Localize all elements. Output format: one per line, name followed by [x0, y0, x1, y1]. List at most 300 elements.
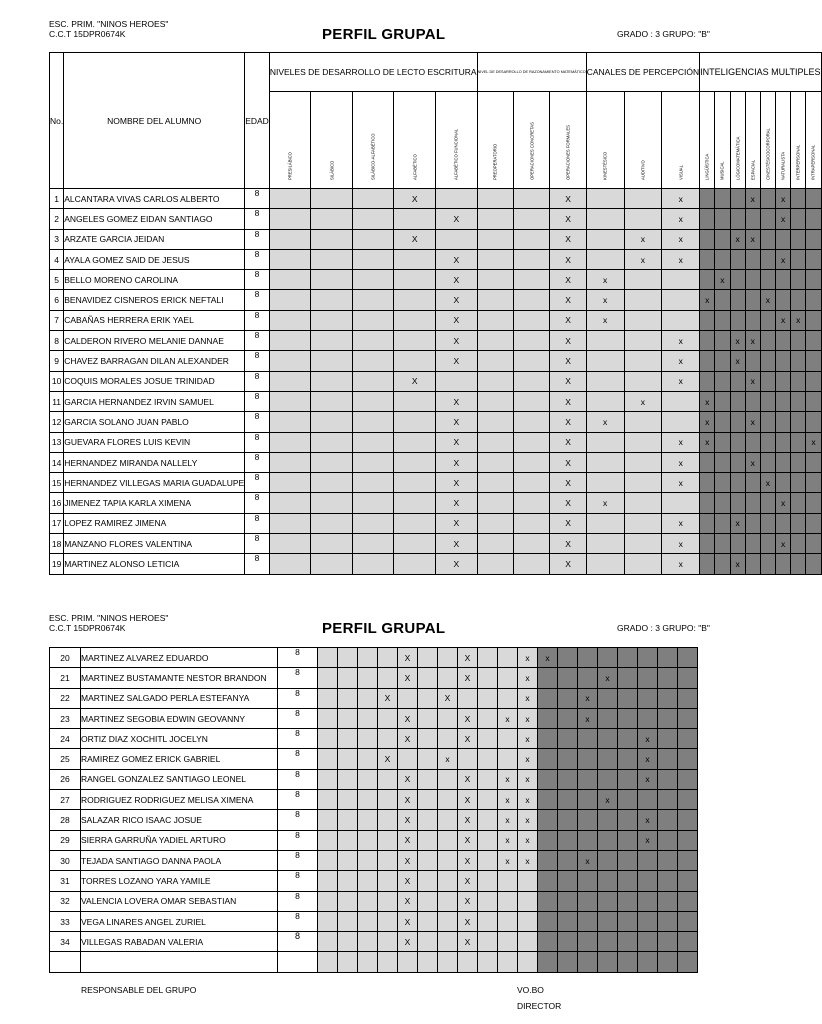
student-row — [50, 351, 822, 371]
mark-cell: x — [662, 189, 700, 209]
mark-cell — [311, 493, 353, 513]
mark-cell — [352, 473, 394, 493]
mark-cell — [658, 932, 678, 952]
student-age: 8 — [278, 911, 318, 931]
header-razonamiento-matematico: NIVEL DE DESARROLLO DE RAZONAMIENTO MATEMÁTICO — [477, 53, 586, 92]
mark-cell — [700, 473, 715, 493]
mark-cell — [513, 371, 549, 391]
mark-cell — [378, 668, 398, 688]
mark-cell — [478, 749, 498, 769]
mark-cell — [558, 891, 578, 911]
mark-cell — [498, 688, 518, 708]
mark-cell: x — [518, 729, 538, 749]
mark-cell — [598, 932, 618, 952]
mark-cell — [791, 432, 806, 452]
mark-cell — [418, 749, 438, 769]
mark-cell — [700, 229, 715, 249]
mark-cell — [513, 493, 549, 513]
mark-cell — [558, 830, 578, 850]
mark-cell — [760, 554, 775, 574]
mark-cell — [269, 554, 311, 574]
mark-cell — [658, 729, 678, 749]
mark-cell: x — [745, 452, 760, 472]
mark-cell — [558, 810, 578, 830]
subheader-label: ALFABÉTICO FUNCIONAL — [453, 128, 459, 180]
student-age: 8 — [278, 729, 318, 749]
student-name: MARTINEZ ALONSO LETICIA — [64, 554, 245, 574]
mark-cell — [598, 810, 618, 830]
mark-cell: X — [438, 688, 458, 708]
mark-cell — [730, 310, 745, 330]
mark-cell — [538, 729, 558, 749]
mark-cell — [662, 412, 700, 432]
mark-cell — [638, 932, 658, 952]
footer-responsable: RESPONSABLE DEL GRUPO — [81, 985, 197, 995]
mark-cell — [269, 473, 311, 493]
mark-cell — [730, 452, 745, 472]
student-name: ORTIZ DIAZ XOCHITL JOCELYN — [81, 729, 278, 749]
mark-cell — [618, 952, 638, 972]
mark-cell — [658, 952, 678, 972]
mark-cell — [715, 391, 730, 411]
mark-cell — [715, 331, 730, 351]
mark-cell — [418, 952, 438, 972]
mark-cell — [760, 412, 775, 432]
mark-cell — [352, 432, 394, 452]
student-number: 13 — [50, 432, 64, 452]
student-age: 8 — [278, 790, 318, 810]
student-row — [50, 729, 698, 749]
mark-cell — [498, 871, 518, 891]
mark-cell — [318, 729, 338, 749]
mark-cell — [438, 668, 458, 688]
subheader-13 — [715, 92, 730, 189]
student-name: VEGA LINARES ANGEL ZURIEL — [81, 911, 278, 931]
student-name: JIMENEZ TAPIA KARLA XIMENA — [64, 493, 245, 513]
mark-cell — [760, 432, 775, 452]
mark-cell — [378, 911, 398, 931]
mark-cell — [791, 513, 806, 533]
mark-cell: X — [436, 554, 478, 574]
mark-cell: X — [550, 209, 586, 229]
mark-cell — [776, 554, 791, 574]
mark-cell — [398, 688, 418, 708]
mark-cell — [678, 850, 698, 870]
mark-cell — [269, 209, 311, 229]
mark-cell: x — [662, 229, 700, 249]
mark-cell: X — [398, 850, 418, 870]
mark-cell — [776, 229, 791, 249]
mark-cell — [498, 932, 518, 952]
student-name: VILLEGAS RABADAN VALERIA — [81, 932, 278, 952]
header-no: No. — [50, 53, 64, 189]
mark-cell — [269, 412, 311, 432]
student-age: 8 — [245, 209, 270, 229]
mark-cell — [624, 432, 662, 452]
student-number: 26 — [50, 769, 81, 789]
mark-cell: X — [458, 790, 478, 810]
mark-cell — [678, 668, 698, 688]
mark-cell — [658, 911, 678, 931]
mark-cell: X — [436, 270, 478, 290]
mark-cell — [598, 871, 618, 891]
mark-cell — [311, 391, 353, 411]
mark-cell: X — [398, 708, 418, 728]
student-number: 7 — [50, 310, 64, 330]
student-number: 31 — [50, 871, 81, 891]
student-age: 8 — [245, 534, 270, 554]
mark-cell: x — [624, 229, 662, 249]
profile-table-2 — [49, 647, 698, 973]
mark-cell — [352, 249, 394, 269]
mark-cell — [760, 270, 775, 290]
mark-cell: X — [398, 891, 418, 911]
mark-cell — [624, 331, 662, 351]
student-row — [50, 249, 822, 269]
mark-cell: x — [662, 534, 700, 554]
student-row — [50, 871, 698, 891]
student-number: 12 — [50, 412, 64, 432]
mark-cell — [700, 493, 715, 513]
mark-cell: x — [638, 810, 658, 830]
mark-cell — [498, 749, 518, 769]
mark-cell — [538, 830, 558, 850]
mark-cell — [418, 932, 438, 952]
mark-cell — [311, 290, 353, 310]
mark-cell — [513, 554, 549, 574]
mark-cell — [438, 850, 458, 870]
mark-cell — [745, 249, 760, 269]
student-number: 19 — [50, 554, 64, 574]
student-age: 8 — [245, 493, 270, 513]
mark-cell — [760, 189, 775, 209]
mark-cell: x — [745, 229, 760, 249]
mark-cell: X — [550, 412, 586, 432]
student-number: 23 — [50, 708, 81, 728]
mark-cell — [358, 749, 378, 769]
mark-cell — [586, 229, 624, 249]
mark-cell — [598, 729, 618, 749]
mark-cell: X — [550, 391, 586, 411]
mark-cell — [436, 189, 478, 209]
mark-cell: X — [458, 729, 478, 749]
profile-table-1 — [49, 52, 822, 575]
mark-cell — [394, 270, 436, 290]
mark-cell — [358, 769, 378, 789]
mark-cell — [760, 452, 775, 472]
student-number: 14 — [50, 452, 64, 472]
mark-cell: X — [458, 830, 478, 850]
mark-cell — [806, 554, 821, 574]
mark-cell — [538, 932, 558, 952]
mark-cell — [791, 371, 806, 391]
subheader-19 — [806, 92, 821, 189]
mark-cell — [378, 769, 398, 789]
mark-cell: X — [550, 493, 586, 513]
mark-cell — [338, 810, 358, 830]
mark-cell — [478, 871, 498, 891]
mark-cell — [678, 729, 698, 749]
student-row — [50, 391, 822, 411]
mark-cell — [760, 513, 775, 533]
mark-cell — [378, 790, 398, 810]
mark-cell: X — [550, 249, 586, 269]
mark-cell — [418, 850, 438, 870]
mark-cell: x — [638, 830, 658, 850]
mark-cell — [624, 290, 662, 310]
mark-cell — [624, 270, 662, 290]
student-age: 8 — [245, 513, 270, 533]
mark-cell: x — [776, 534, 791, 554]
mark-cell: x — [662, 473, 700, 493]
mark-cell — [745, 432, 760, 452]
mark-cell — [518, 932, 538, 952]
student-row — [50, 830, 698, 850]
mark-cell — [318, 668, 338, 688]
student-name: MARTINEZ SALGADO PERLA ESTEFANYA — [81, 688, 278, 708]
mark-cell — [513, 331, 549, 351]
student-age: 8 — [278, 850, 318, 870]
student-age: 8 — [245, 331, 270, 351]
student-number: 24 — [50, 729, 81, 749]
mark-cell: x — [598, 790, 618, 810]
student-number: 27 — [50, 790, 81, 810]
mark-cell — [477, 209, 513, 229]
mark-cell — [700, 534, 715, 554]
mark-cell — [513, 534, 549, 554]
mark-cell — [760, 493, 775, 513]
mark-cell — [352, 290, 394, 310]
mark-cell — [394, 351, 436, 371]
mark-cell — [338, 668, 358, 688]
mark-cell — [318, 952, 338, 972]
mark-cell — [352, 189, 394, 209]
subheader-label: ALFABÉTICO — [412, 154, 418, 180]
mark-cell — [700, 189, 715, 209]
student-name: SIERRA GARRUÑA YADIEL ARTURO — [81, 830, 278, 850]
mark-cell — [586, 452, 624, 472]
mark-cell — [715, 229, 730, 249]
mark-cell — [700, 513, 715, 533]
mark-cell — [398, 749, 418, 769]
mark-cell — [678, 688, 698, 708]
student-name: BENAVIDEZ CISNEROS ERICK NEFTALI — [64, 290, 245, 310]
mark-cell — [338, 850, 358, 870]
mark-cell: x — [745, 331, 760, 351]
student-number — [50, 952, 81, 972]
student-row — [50, 371, 822, 391]
student-row — [50, 310, 822, 330]
mark-cell — [358, 668, 378, 688]
mark-cell — [598, 769, 618, 789]
mark-cell — [745, 209, 760, 229]
mark-cell — [598, 749, 618, 769]
mark-cell: x — [578, 688, 598, 708]
mark-cell — [394, 412, 436, 432]
mark-cell — [513, 249, 549, 269]
mark-cell — [678, 769, 698, 789]
mark-cell — [760, 229, 775, 249]
mark-cell — [513, 209, 549, 229]
mark-cell — [558, 850, 578, 870]
mark-cell — [638, 850, 658, 870]
mark-cell — [498, 952, 518, 972]
student-name: VALENCIA LOVERA OMAR SEBASTIAN — [81, 891, 278, 911]
mark-cell — [624, 189, 662, 209]
mark-cell: x — [745, 189, 760, 209]
student-number: 17 — [50, 513, 64, 533]
mark-cell — [378, 810, 398, 830]
mark-cell: x — [745, 371, 760, 391]
mark-cell: X — [458, 891, 478, 911]
mark-cell — [578, 648, 598, 668]
mark-cell — [338, 790, 358, 810]
student-name: TORRES LOZANO YARA YAMILE — [81, 871, 278, 891]
mark-cell — [513, 513, 549, 533]
mark-cell — [624, 534, 662, 554]
mark-cell — [418, 729, 438, 749]
page-header-1 — [0, 17, 768, 47]
mark-cell — [578, 830, 598, 850]
mark-cell — [269, 391, 311, 411]
mark-cell — [715, 534, 730, 554]
mark-cell — [730, 391, 745, 411]
mark-cell: x — [598, 668, 618, 688]
mark-cell — [618, 891, 638, 911]
mark-cell — [618, 648, 638, 668]
page-title: PERFIL GRUPAL — [322, 620, 446, 637]
mark-cell: X — [436, 452, 478, 472]
subheader-6 — [477, 92, 513, 189]
student-age: 8 — [245, 290, 270, 310]
mark-cell — [477, 249, 513, 269]
mark-cell — [638, 952, 658, 972]
mark-cell — [806, 310, 821, 330]
mark-cell — [378, 729, 398, 749]
student-row — [50, 850, 698, 870]
mark-cell: X — [436, 249, 478, 269]
mark-cell — [806, 473, 821, 493]
mark-cell — [378, 891, 398, 911]
mark-cell — [318, 871, 338, 891]
mark-cell — [618, 810, 638, 830]
student-age: 8 — [245, 229, 270, 249]
mark-cell: x — [730, 513, 745, 533]
mark-cell — [269, 351, 311, 371]
student-row — [50, 708, 698, 728]
student-row — [50, 209, 822, 229]
mark-cell — [806, 209, 821, 229]
mark-cell — [806, 270, 821, 290]
student-row — [50, 911, 698, 931]
mark-cell — [715, 554, 730, 574]
mark-cell: X — [550, 351, 586, 371]
mark-cell — [478, 830, 498, 850]
mark-cell — [438, 729, 458, 749]
footer-director: DIRECTOR — [517, 1001, 562, 1011]
subheader-12 — [700, 92, 715, 189]
mark-cell — [458, 749, 478, 769]
mark-cell — [477, 310, 513, 330]
student-number: 5 — [50, 270, 64, 290]
subheader-7 — [513, 92, 549, 189]
mark-cell — [578, 810, 598, 830]
mark-cell — [578, 952, 598, 972]
mark-cell — [513, 229, 549, 249]
mark-cell — [760, 249, 775, 269]
mark-cell — [438, 891, 458, 911]
mark-cell — [791, 270, 806, 290]
mark-cell — [358, 810, 378, 830]
mark-cell — [394, 432, 436, 452]
mark-cell — [806, 534, 821, 554]
student-name — [81, 952, 278, 972]
student-row — [50, 952, 698, 972]
mark-cell — [478, 810, 498, 830]
subheader-3 — [352, 92, 394, 189]
student-age: 8 — [278, 830, 318, 850]
mark-cell — [586, 391, 624, 411]
mark-cell: X — [458, 769, 478, 789]
mark-cell — [791, 189, 806, 209]
mark-cell — [618, 871, 638, 891]
mark-cell: x — [518, 810, 538, 830]
subheader-label: OPERACIONES CONCRETAS — [529, 122, 535, 180]
mark-cell — [477, 189, 513, 209]
mark-cell — [352, 513, 394, 533]
mark-cell: X — [458, 850, 478, 870]
mark-cell — [730, 290, 745, 310]
mark-cell — [700, 310, 715, 330]
student-row — [50, 189, 822, 209]
student-name: CABAÑAS HERRERA ERIK YAEL — [64, 310, 245, 330]
mark-cell — [760, 310, 775, 330]
mark-cell — [378, 871, 398, 891]
mark-cell — [776, 452, 791, 472]
mark-cell — [618, 850, 638, 870]
student-age: 8 — [278, 688, 318, 708]
mark-cell — [518, 952, 538, 972]
mark-cell — [760, 534, 775, 554]
student-age: 8 — [278, 668, 318, 688]
mark-cell — [358, 688, 378, 708]
mark-cell — [558, 932, 578, 952]
mark-cell — [745, 493, 760, 513]
subheader-label: LINGÜÍSTICA — [704, 153, 710, 180]
mark-cell — [638, 911, 658, 931]
student-number: 21 — [50, 668, 81, 688]
mark-cell — [269, 290, 311, 310]
mark-cell — [352, 310, 394, 330]
mark-cell — [311, 534, 353, 554]
mark-cell — [715, 432, 730, 452]
mark-cell — [700, 554, 715, 574]
mark-cell — [378, 932, 398, 952]
subheader-16 — [760, 92, 775, 189]
mark-cell — [513, 310, 549, 330]
mark-cell — [658, 668, 678, 688]
mark-cell — [658, 769, 678, 789]
mark-cell — [311, 554, 353, 574]
mark-cell — [745, 391, 760, 411]
mark-cell — [352, 452, 394, 472]
mark-cell — [578, 932, 598, 952]
student-row — [50, 412, 822, 432]
mark-cell — [638, 688, 658, 708]
mark-cell — [358, 952, 378, 972]
mark-cell: x — [662, 513, 700, 533]
mark-cell — [478, 952, 498, 972]
